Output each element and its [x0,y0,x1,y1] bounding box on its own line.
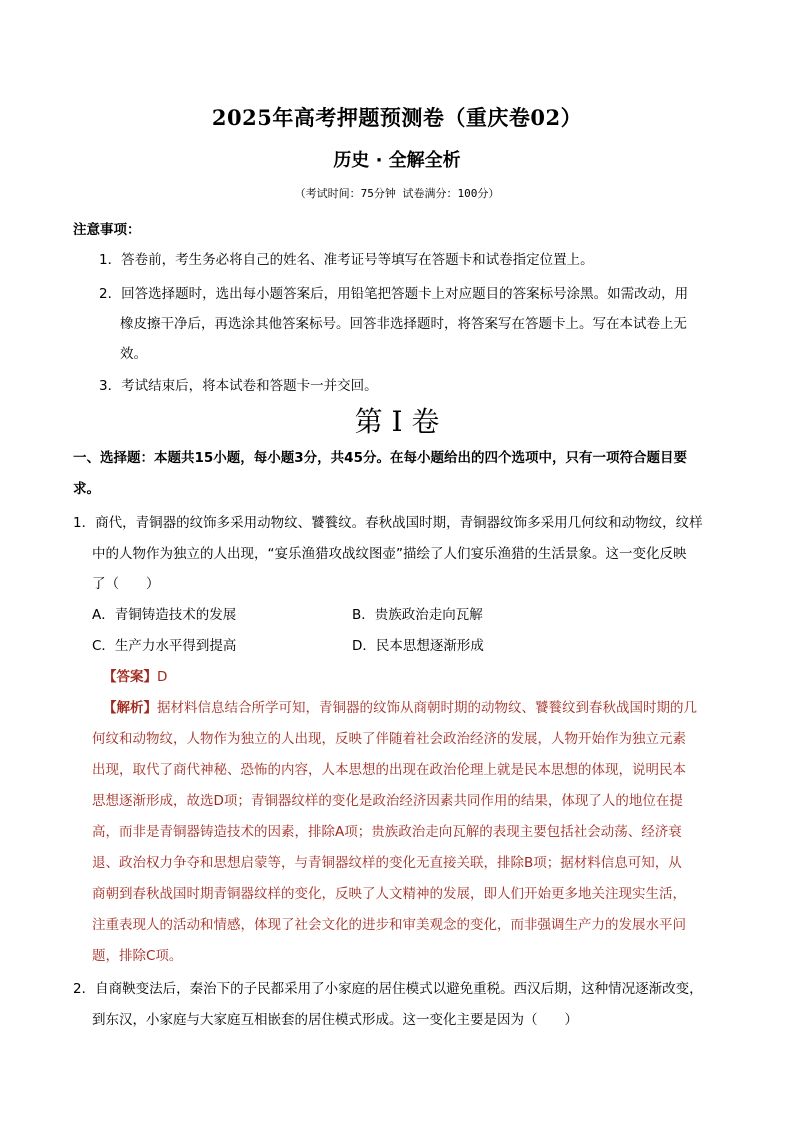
question-1-option-c: C．生产力水平得到提高 [92,638,237,654]
notice-item: 2．回答选择题时，选出每小题答案后，用铅笔把答题卡上对应题目的答案标号涂黑。如需改动，用 [99,286,689,302]
section-instructions: 一、选择题：本题共15小题，每小题3分，共45分。在每小题给出的四个选项中，只有一项符合题目要 [73,450,687,466]
answer-label: 【答案】 [103,669,157,685]
analysis-line: 退、政治权力争夺和思想启蒙等，与青铜器纹样的变化无直接关联，排除B项；据材料信息可知，从 [92,855,682,871]
question-2-stem: 2．自商鞅变法后，秦治下的子民都采用了小家庭的居住模式以避免重税。西汉后期，这种情况逐渐改变， [73,981,703,997]
question-2-stem-continued: 到东汉，小家庭与大家庭互相嵌套的居住模式形成。这一变化主要是因为（ ） [92,1012,578,1028]
analysis-line: 高，而非是青铜器铸造技术的因素，排除A项；贵族政治走向瓦解的表现主要包括社会动荡、经济衰 [92,824,682,840]
notice-heading: 注意事项： [73,222,141,238]
analysis-line: 出现，取代了商代神秘、恐怖的内容，人本思想的出现在政治伦理上就是民本思想的体现，说明民本 [92,762,686,778]
question-1-option-b: B．贵族政治走向瓦解 [352,607,483,623]
page-subtitle: 历史 · 全解全析 [333,150,461,171]
analysis-label: 【解析】 [103,700,157,716]
page-title: 2025年高考押题预测卷（重庆卷02） [211,105,583,130]
analysis-line: 注重表现人的活动和情感，体现了社会文化的进步和审美观念的变化，而非强调生产力的发展水平问 [92,917,686,933]
question-1-stem: 1．商代，青铜器的纹饰多采用动物纹、饕餮纹。春秋战国时期，青铜器纹饰多采用几何纹和动物纹，纹样 [73,515,703,531]
notice-item: 1．答卷前，考生务必将自己的姓名、准考证号等填写在答题卡和试卷指定位置上。 [99,252,594,268]
question-1-analysis [103,696,697,716]
analysis-text: 据材料信息结合所学可知，青铜器的纹饰从商朝时期的动物纹、饕餮纹到春秋战国时期的几 [157,700,697,716]
question-1-option-a: A．青铜铸造技术的发展 [92,607,237,623]
volume-title: 第 I 卷 [354,405,440,438]
section-instructions-continued: 求。 [73,481,100,497]
analysis-line: 题，排除C项。 [92,948,183,964]
question-1-stem-continued: 中的人物作为独立的人出现，“宴乐渔猎攻战纹图壶”描绘了人们宴乐渔猎的生活景象。这一变化反映 [92,546,687,562]
analysis-line: 商朝到春秋战国时期青铜器纹样的变化，反映了人文精神的发展，即人们开始更多地关注现实生活， [92,886,686,902]
notice-item-continued: 橡皮擦干净后，再选涂其他答案标号。回答非选择题时，将答案写在答题卡上。写在本试卷上无 [120,316,687,332]
notice-item: 3．考试结束后，将本试卷和答题卡一并交回。 [99,378,378,394]
question-1-stem-continued: 了（ ） [92,576,160,592]
answer-value: D [157,669,168,685]
exam-info: （考试时间：75分钟 试卷满分：100分） [294,187,500,200]
analysis-line: 何纹和动物纹，人物作为独立的人出现，反映了伴随着社会政治经济的发展，人物开始作为独立元素 [92,731,686,747]
notice-item-continued: 效。 [120,346,147,362]
analysis-line: 思想逐渐形成，故选D项；青铜器纹样的变化是政治经济因素共同作用的结果，体现了人的地位在提 [92,793,683,809]
question-1-answer [103,665,167,685]
question-1-option-d: D．民本思想逐渐形成 [352,638,484,654]
